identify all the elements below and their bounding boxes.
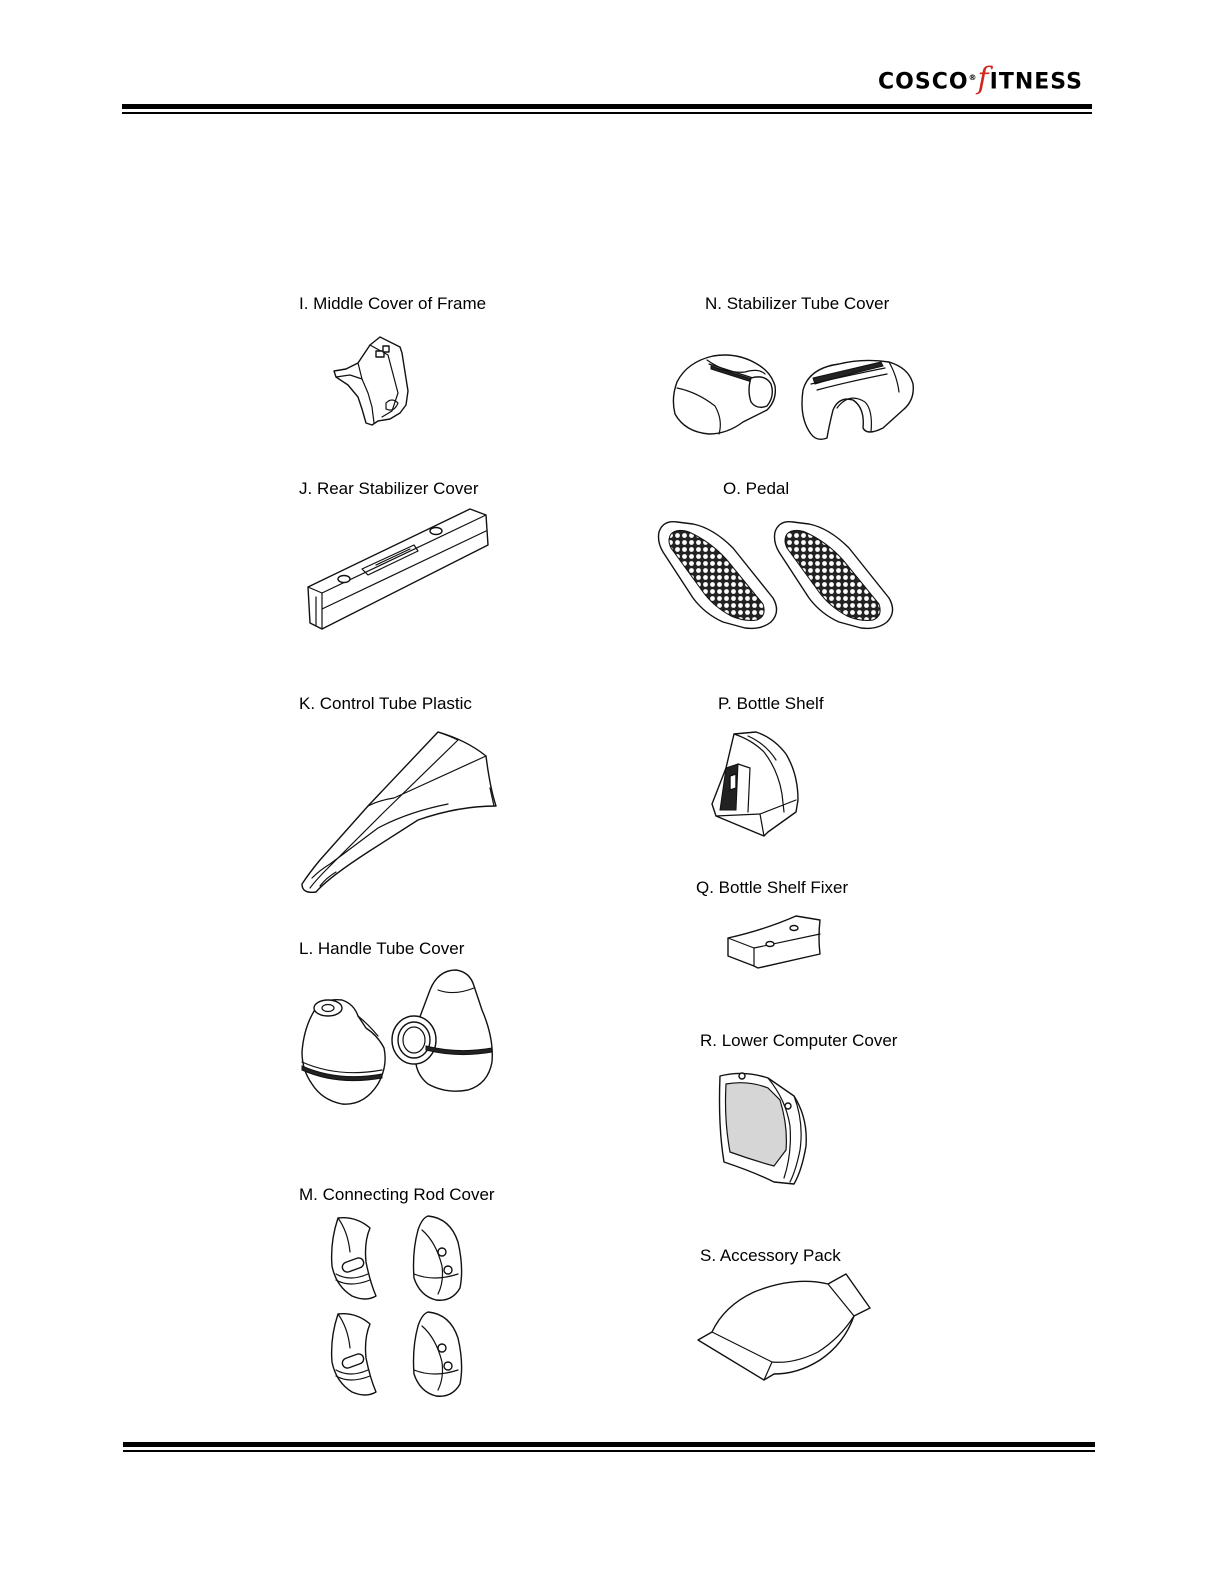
part-label-bottle-shelf: P. Bottle Shelf xyxy=(718,694,824,713)
logo-registered-mark: ® xyxy=(968,73,978,82)
bottle-shelf-drawing xyxy=(708,728,808,838)
handle-tube-cover-drawing xyxy=(298,966,498,1111)
part-label-stabilizer-tube-cover: N. Stabilizer Tube Cover xyxy=(705,294,890,313)
part-label-middle-cover-of-frame: I. Middle Cover of Frame xyxy=(299,294,487,313)
part-label-lower-computer-cover: R. Lower Computer Cover xyxy=(700,1031,898,1050)
part-label-control-tube-plastic: K. Control Tube Plastic xyxy=(299,694,472,713)
connecting-rod-cover-drawing xyxy=(326,1212,471,1402)
part-label-pedal: O. Pedal xyxy=(723,479,790,498)
part-label-connecting-rod-cover: M. Connecting Rod Cover xyxy=(299,1185,495,1204)
control-tube-plastic-drawing xyxy=(298,728,503,898)
part-label-accessory-pack: S. Accessory Pack xyxy=(700,1246,841,1265)
header-rule-thick xyxy=(122,104,1092,109)
part-label-bottle-shelf-fixer: Q. Bottle Shelf Fixer xyxy=(696,878,849,897)
footer-rule-thin xyxy=(123,1450,1095,1452)
rear-stabilizer-cover-drawing xyxy=(298,505,493,635)
part-label-handle-tube-cover: L. Handle Tube Cover xyxy=(299,939,465,958)
bottle-shelf-fixer-drawing xyxy=(724,908,824,970)
pedal-drawing xyxy=(653,518,898,636)
brand-logo xyxy=(878,58,1088,98)
logo-script-letter: f xyxy=(977,61,990,97)
logo-word-left: COSCO xyxy=(878,69,969,95)
stabilizer-tube-cover-drawing xyxy=(667,348,922,443)
logo-word-right: ITNESS xyxy=(989,69,1083,95)
middle-cover-of-frame-drawing xyxy=(328,333,418,428)
footer-rule-thick xyxy=(123,1442,1095,1447)
accessory-pack-drawing xyxy=(694,1272,872,1382)
lower-computer-cover-drawing xyxy=(714,1066,814,1191)
header-rule-thin xyxy=(122,112,1092,114)
part-label-rear-stabilizer-cover: J. Rear Stabilizer Cover xyxy=(299,479,479,498)
